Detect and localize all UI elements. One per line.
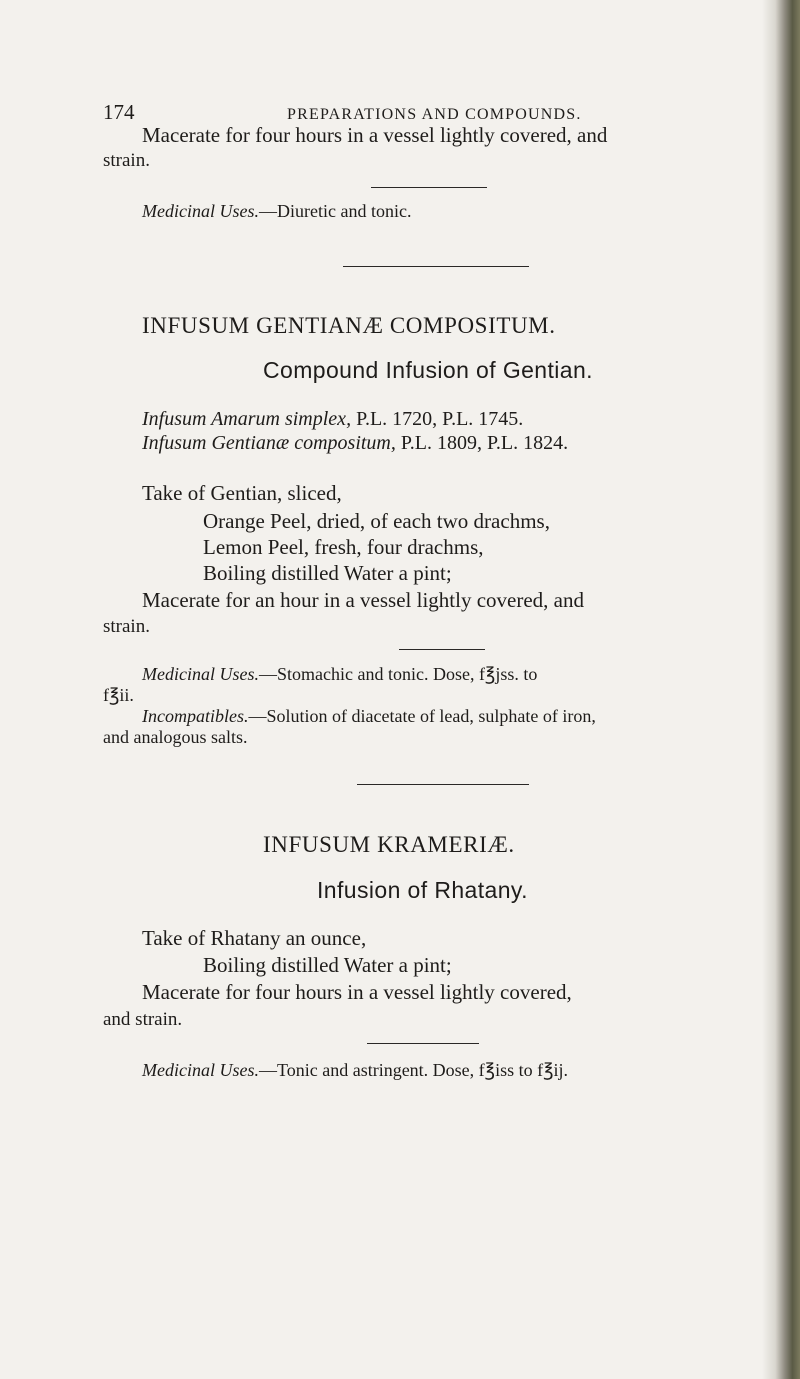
- prev-text-line-2: strain.: [103, 150, 150, 171]
- section-divider: [357, 784, 529, 785]
- section-divider: [343, 266, 529, 267]
- rhatany-recipe-line-4: and strain.: [103, 1009, 183, 1030]
- rhatany-recipe-line-3: Macerate for four hours in a vessel lightly covered,: [142, 980, 572, 1004]
- uses-text: —Stomachic and tonic. Dose, f℥jss. to: [258, 664, 538, 684]
- rhatany-recipe-line-2: Boiling distilled Water a pint;: [203, 953, 452, 977]
- gentian-incompatibles-cont: and analogous salts.: [103, 727, 248, 747]
- prev-text-line-1: Macerate for four hours in a vessel lightly covered, and: [142, 123, 608, 147]
- incompatibles-text: —Solution of diacetate of lead, sulphate of iron,: [248, 706, 596, 726]
- gentian-medicinal-uses: [142, 664, 537, 685]
- gentian-incompatibles: [142, 706, 596, 727]
- gentian-synonym-1: [142, 408, 523, 431]
- rhatany-recipe-line-1: Take of Rhatany an ounce,: [142, 926, 367, 950]
- gentian-recipe-line-2: Orange Peel, dried, of each two drachms,: [203, 509, 550, 533]
- gentian-recipe-line-6: strain.: [103, 616, 150, 637]
- gentian-recipe-line-3: Lemon Peel, fresh, four drachms,: [203, 535, 484, 559]
- page-edge-shadow: [762, 0, 800, 1379]
- prev-medicinal-uses: [142, 201, 411, 222]
- uses-text: —Tonic and astringent. Dose, f℥iss to f℥ij.: [258, 1060, 568, 1080]
- synonym-refs: P.L. 1720, P.L. 1745.: [356, 408, 524, 430]
- gentian-medicinal-uses-cont: f℥ii.: [103, 685, 134, 705]
- gentian-recipe-line-1: Take of Gentian, sliced,: [142, 481, 342, 505]
- divider-short: [371, 187, 487, 188]
- synonym-name: Infusum Gentianæ compositum,: [142, 432, 396, 454]
- rhatany-subtitle: Infusion of Rhatany.: [317, 877, 528, 903]
- page-number: 174: [103, 100, 135, 124]
- uses-label: Medicinal Uses.: [142, 201, 259, 221]
- gentian-recipe-line-4: Boiling distilled Water a pint;: [203, 561, 452, 585]
- running-head: PREPARATIONS AND COMPOUNDS.: [287, 106, 582, 123]
- uses-text: —Diuretic and tonic.: [258, 201, 412, 221]
- gentian-title: INFUSUM GENTIANÆ COMPOSITUM.: [142, 313, 556, 338]
- gentian-synonym-2: [142, 432, 568, 455]
- divider-short: [367, 1043, 479, 1044]
- divider-short: [399, 649, 485, 650]
- synonym-name: Infusum Amarum simplex,: [142, 408, 352, 430]
- gentian-subtitle: Compound Infusion of Gentian.: [263, 357, 593, 383]
- rhatany-title: INFUSUM KRAMERIÆ.: [263, 832, 515, 857]
- synonym-refs: P.L. 1809, P.L. 1824.: [400, 432, 569, 454]
- gentian-recipe-line-5: Macerate for an hour in a vessel lightly covered, and: [142, 588, 584, 612]
- rhatany-medicinal-uses: [142, 1060, 568, 1081]
- incompatibles-label: Incompatibles.: [142, 706, 249, 726]
- uses-label: Medicinal Uses.: [142, 664, 259, 684]
- uses-label: Medicinal Uses.: [142, 1060, 259, 1080]
